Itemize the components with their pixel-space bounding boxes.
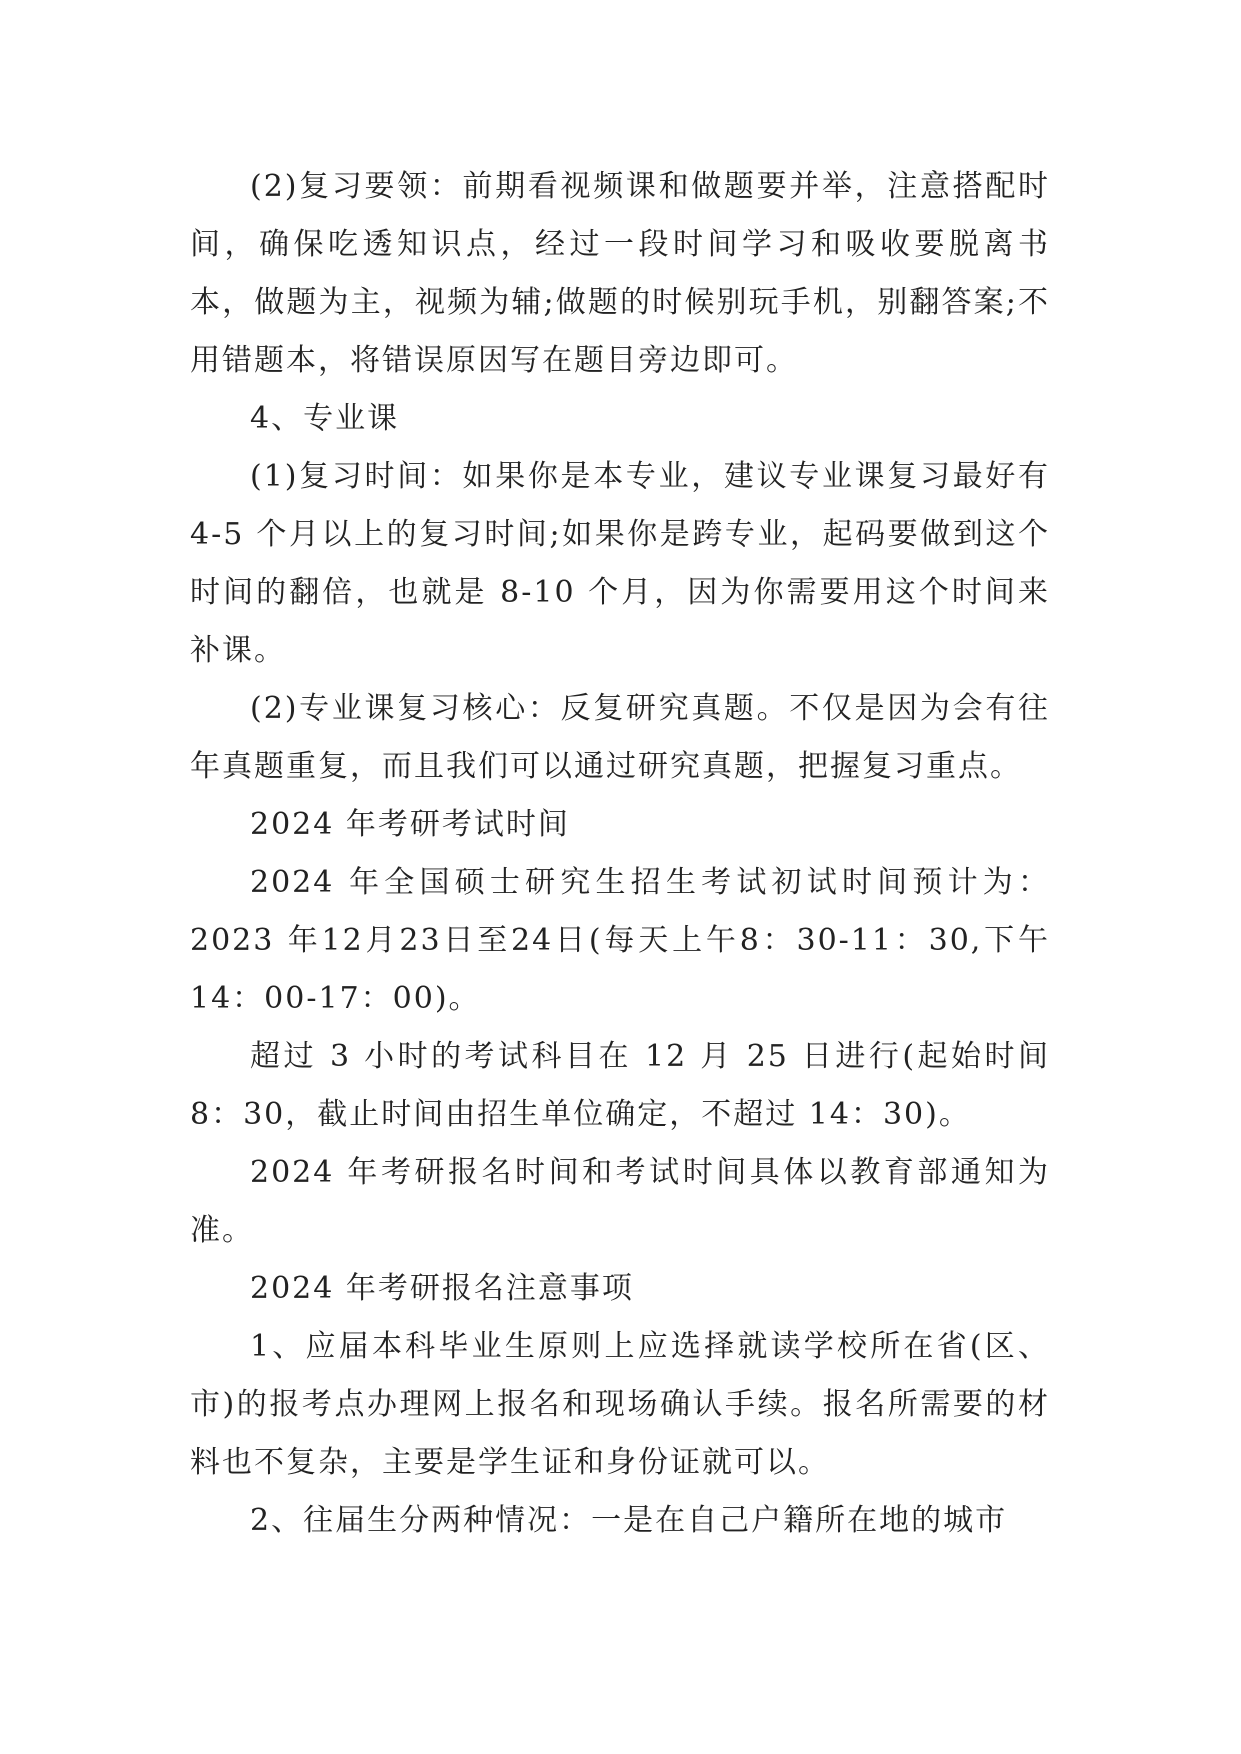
paragraph-fresh-graduates: 1、应届本科毕业生原则上应选择就读学校所在省(区、市)的报考点办理网上报名和现场确认手续。报名所需要的材料也不复杂，主要是学生证和身份证就可以。	[190, 1329, 1050, 1480]
paragraph-ministry-notice: 2024 年考研报名时间和考试时间具体以教育部通知为准。	[190, 1155, 1050, 1248]
heading-major-course: 4、专业课	[250, 401, 400, 436]
paragraph-review-core: (2)专业课复习核心：反复研究真题。不仅是因为会有往年真题重复，而且我们可以通过研究真题，把握复习重点。	[190, 691, 1050, 784]
heading-registration-notes: 2024 年考研报名注意事项	[250, 1271, 634, 1306]
paragraph-past-graduates: 2、往届生分两种情况：一是在自己户籍所在地的城市	[250, 1503, 1008, 1538]
document-body	[190, 158, 1062, 1550]
paragraph-exam-schedule: 2024 年全国硕士研究生招生考试初试时间预计为：2023 年12月23日至24日(每天上午8：30-11：30,下午14：00-17：00)。	[190, 865, 1050, 1016]
paragraph-review-time: (1)复习时间：如果你是本专业，建议专业课复习最好有 4-5 个月以上的复习时间;如果你是跨专业，起码要做到这个时间的翻倍，也就是 8-10 个月，因为你需要用这个时间来补课。	[190, 459, 1062, 668]
paragraph-long-exam: 超过 3 小时的考试科目在 12 月 25 日进行(起始时间 8：30，截止时间由招生单位确定，不超过 14：30)。	[190, 1039, 1062, 1132]
heading-exam-time: 2024 年考研考试时间	[250, 807, 570, 842]
paragraph-review-tips: (2)复习要领：前期看视频课和做题要并举，注意搭配时间，确保吃透知识点，经过一段时间学习和吸收要脱离书本，做题为主，视频为辅;做题的时候别玩手机，别翻答案;不用错题本，将错误原因写在题目旁边即可。	[190, 169, 1050, 378]
